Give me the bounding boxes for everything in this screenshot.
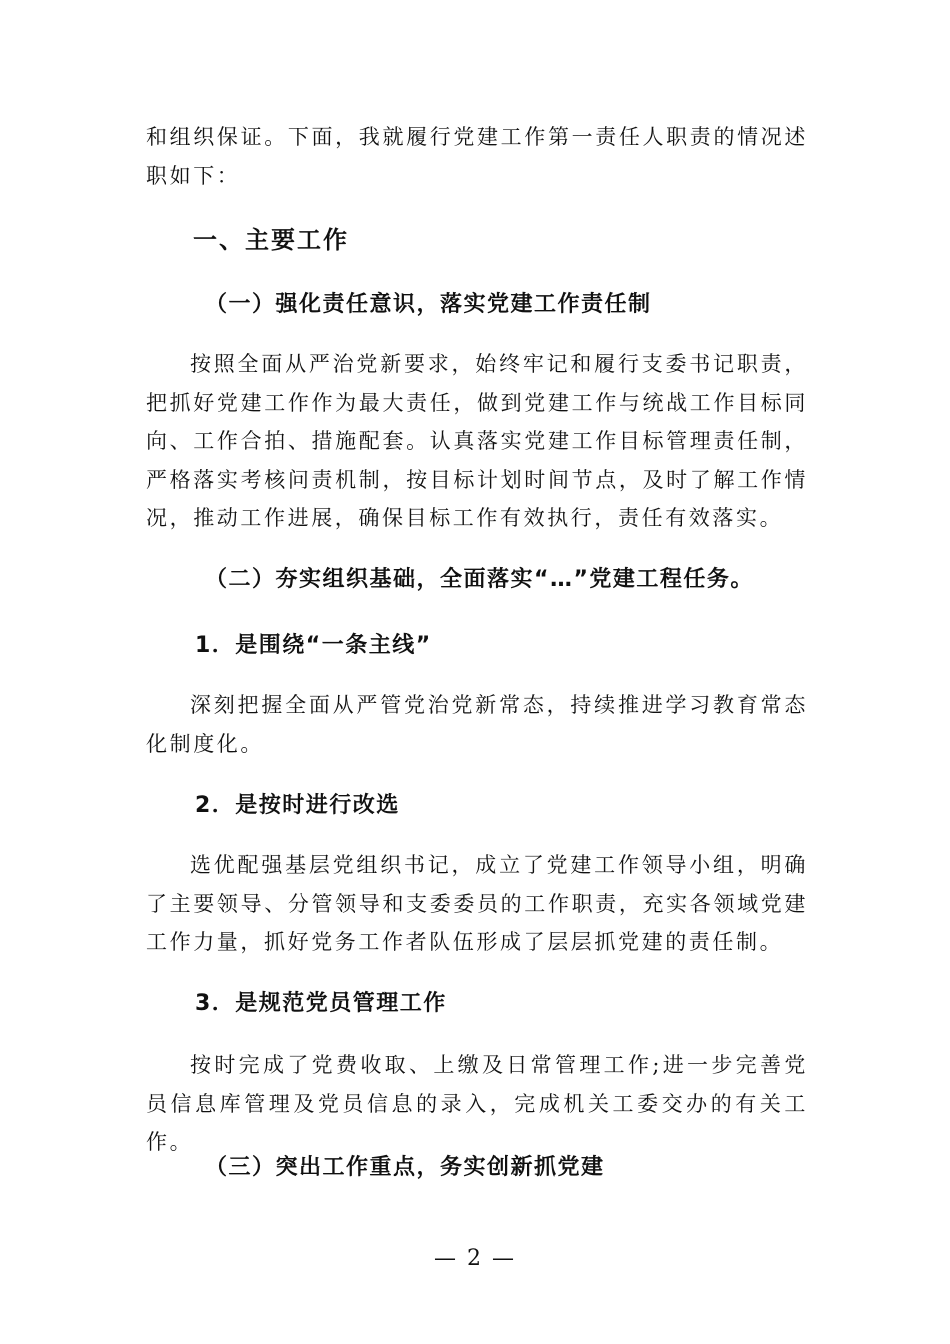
paragraph-reelection: 选优配强基层党组织书记，成立了党建工作领导小组，明确了主要领导、分管领导和支委委员的工作职责，充实各领域党建工作力量，抓好党务工作者队伍形成了层层抓党建的责任制。 bbox=[146, 853, 808, 954]
item-heading-main-line: 1．是围绕“一条主线” bbox=[195, 633, 432, 658]
paragraph-member-management: 按时完成了党费收取、上缴及日常管理工作;进一步完善党员信息库管理及党员信息的录入，完成机关工委交办的有关工作。 bbox=[146, 1053, 808, 1154]
subsection-heading-organization: （二）夯实组织基础，全面落实“…”党建工程任务。 bbox=[205, 567, 754, 592]
page-number: — 2 — bbox=[434, 1246, 516, 1271]
item-heading-member-management: 3．是规范党员管理工作 bbox=[195, 991, 447, 1016]
item-heading-reelection: 2．是按时进行改选 bbox=[195, 793, 400, 818]
intro-paragraph: 和组织保证。下面，我就履行党建工作第一责任人职责的情况述职如下： bbox=[146, 125, 808, 188]
paragraph-main-line: 深刻把握全面从严管党治党新常态，持续推进学习教育常态化制度化。 bbox=[146, 693, 808, 756]
subsection-heading-innovation: （三）突出工作重点，务实创新抓党建 bbox=[205, 1155, 605, 1180]
subsection-heading-responsibility: （一）强化责任意识，落实党建工作责任制 bbox=[205, 292, 652, 317]
paragraph-responsibility: 按照全面从严治党新要求，始终牢记和履行支委书记职责，把抓好党建工作作为最大责任，做到党建工作与统战工作目标同向、工作合拍、措施配套。认真落实党建工作目标管理责任制，严格落实考核问责机制，按目标计划时间节点，及时了解工作情况，推动工作进展，确保目标工作有效执行，责任有效落实。 bbox=[146, 352, 808, 530]
section-heading-main-work: 一、主要工作 bbox=[193, 226, 349, 254]
